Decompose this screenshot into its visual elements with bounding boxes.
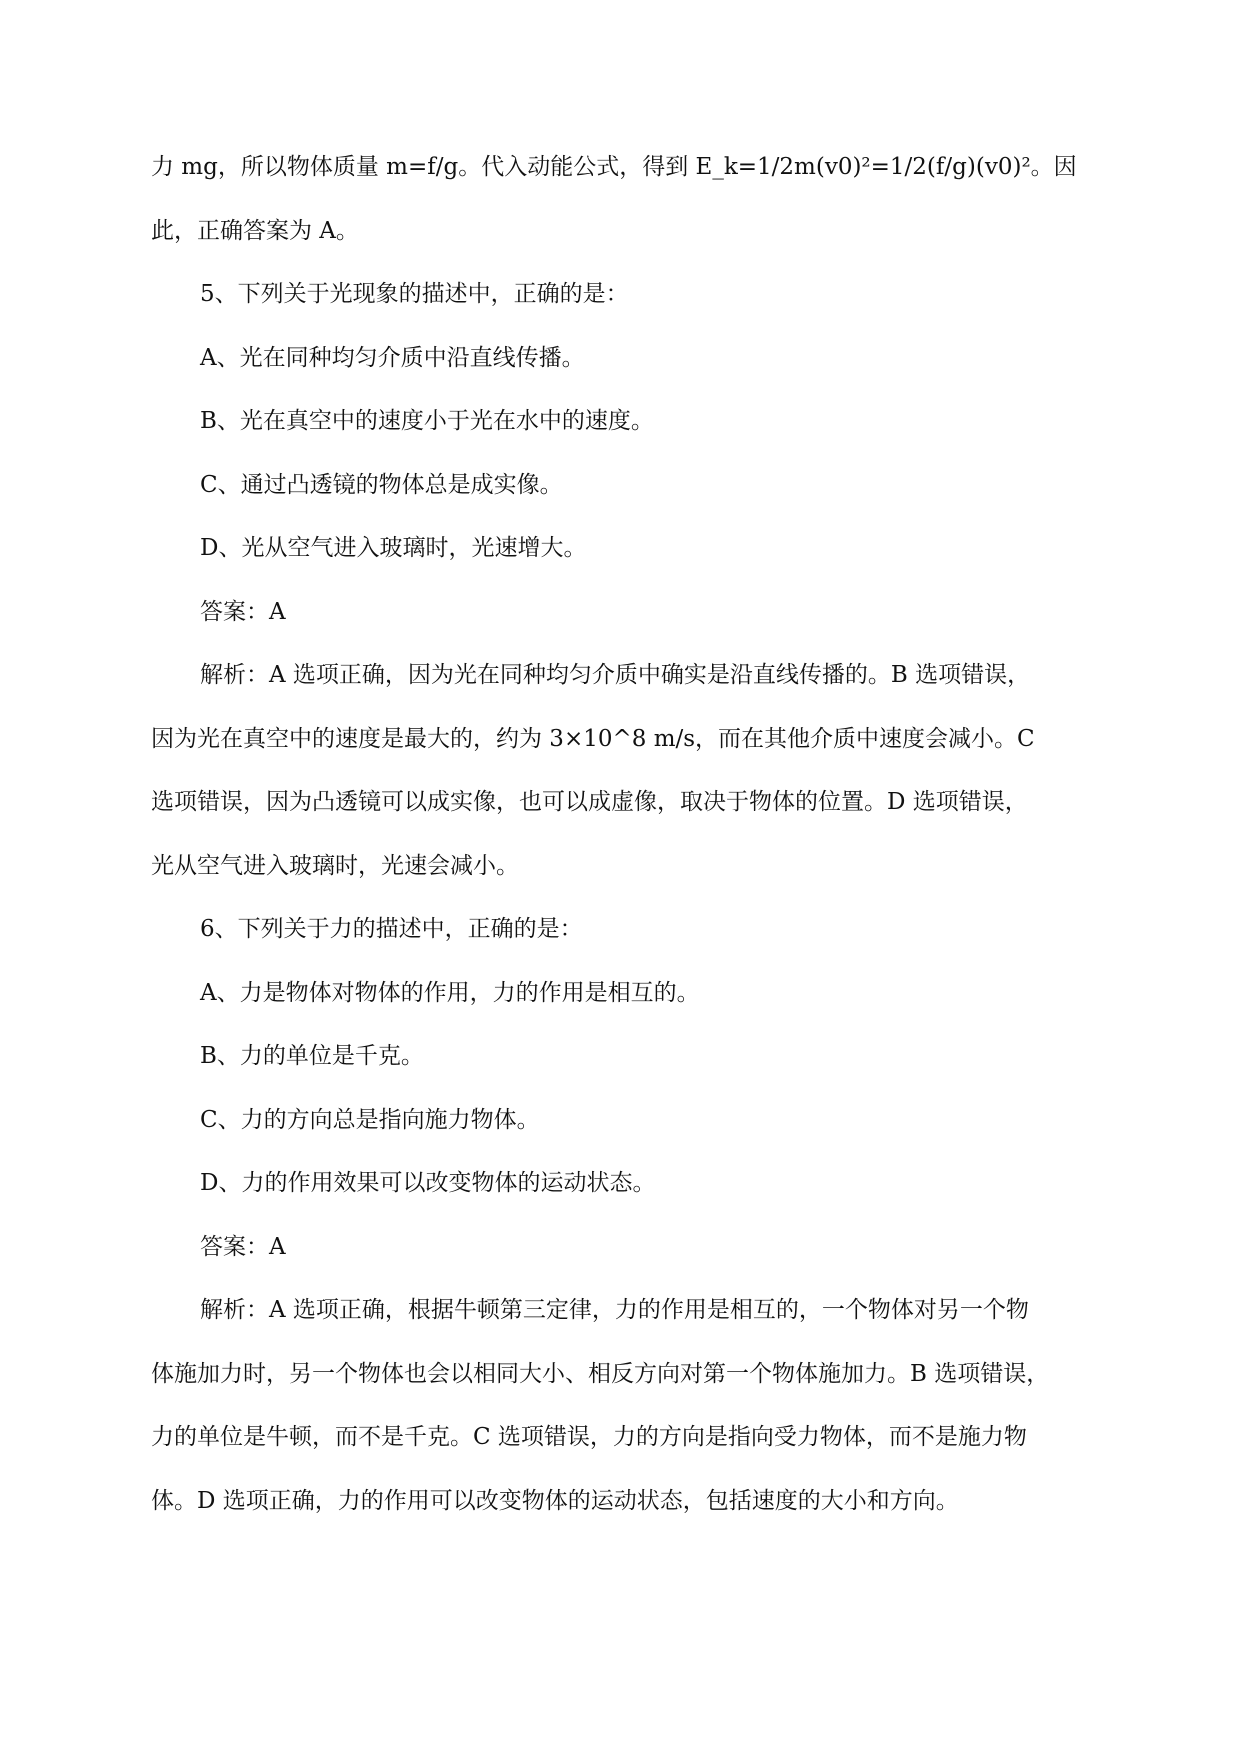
question-5-option-a: A、光在同种均匀介质中沿直线传播。 bbox=[200, 345, 585, 371]
question-5-analysis-line-4: 光从空气进入玻璃时，光速会减小。 bbox=[151, 853, 519, 879]
question-6-option-d: D、力的作用效果可以改变物体的运动状态。 bbox=[200, 1170, 656, 1196]
question-6-answer: 答案：A bbox=[200, 1234, 286, 1260]
question-6-option-a: A、力是物体对物体的作用，力的作用是相互的。 bbox=[200, 980, 700, 1006]
question-5-option-b: B、光在真空中的速度小于光在水中的速度。 bbox=[200, 408, 654, 434]
question-5-analysis-line-2: 因为光在真空中的速度是最大的，约为 3×10^8 m/s，而在其他介质中速度会减小。C bbox=[151, 726, 1035, 752]
question-5-stem: 5、下列关于光现象的描述中，正确的是： bbox=[200, 281, 629, 307]
question-6-analysis-line-4: 体。D 选项正确，力的作用可以改变物体的运动状态，包括速度的大小和方向。 bbox=[151, 1488, 959, 1514]
question-5-option-c: C、通过凸透镜的物体总是成实像。 bbox=[200, 472, 563, 498]
continuation-line-1: 力 mg，所以物体质量 m=f/g。代入动能公式，得到 E_k=1/2m(v0)²=1/2(f/g)(v0)²。因 bbox=[151, 154, 1077, 180]
question-5-analysis-line-1: 解析：A 选项正确，因为光在同种均匀介质中确实是沿直线传播的。B 选项错误， bbox=[200, 662, 1031, 688]
question-6-analysis-line-3: 力的单位是牛顿，而不是千克。C 选项错误，力的方向是指向受力物体，而不是施力物 bbox=[151, 1424, 1027, 1450]
question-6-option-b: B、力的单位是千克。 bbox=[200, 1043, 424, 1069]
question-6-analysis-line-1: 解析：A 选项正确，根据牛顿第三定律，力的作用是相互的，一个物体对另一个物 bbox=[200, 1297, 1029, 1323]
question-5-option-d: D、光从空气进入玻璃时，光速增大。 bbox=[200, 535, 587, 561]
question-6-stem: 6、下列关于力的描述中，正确的是： bbox=[200, 916, 583, 942]
question-6-analysis-line-2: 体施加力时，另一个物体也会以相同大小、相反方向对第一个物体施加力。B 选项错误， bbox=[151, 1361, 1050, 1387]
question-6-option-c: C、力的方向总是指向施力物体。 bbox=[200, 1107, 540, 1133]
continuation-line-2: 此，正确答案为 A。 bbox=[151, 218, 359, 244]
question-5-answer: 答案：A bbox=[200, 599, 286, 625]
question-5-analysis-line-3: 选项错误，因为凸透镜可以成实像，也可以成虚像，取决于物体的位置。D 选项错误， bbox=[151, 789, 1028, 815]
